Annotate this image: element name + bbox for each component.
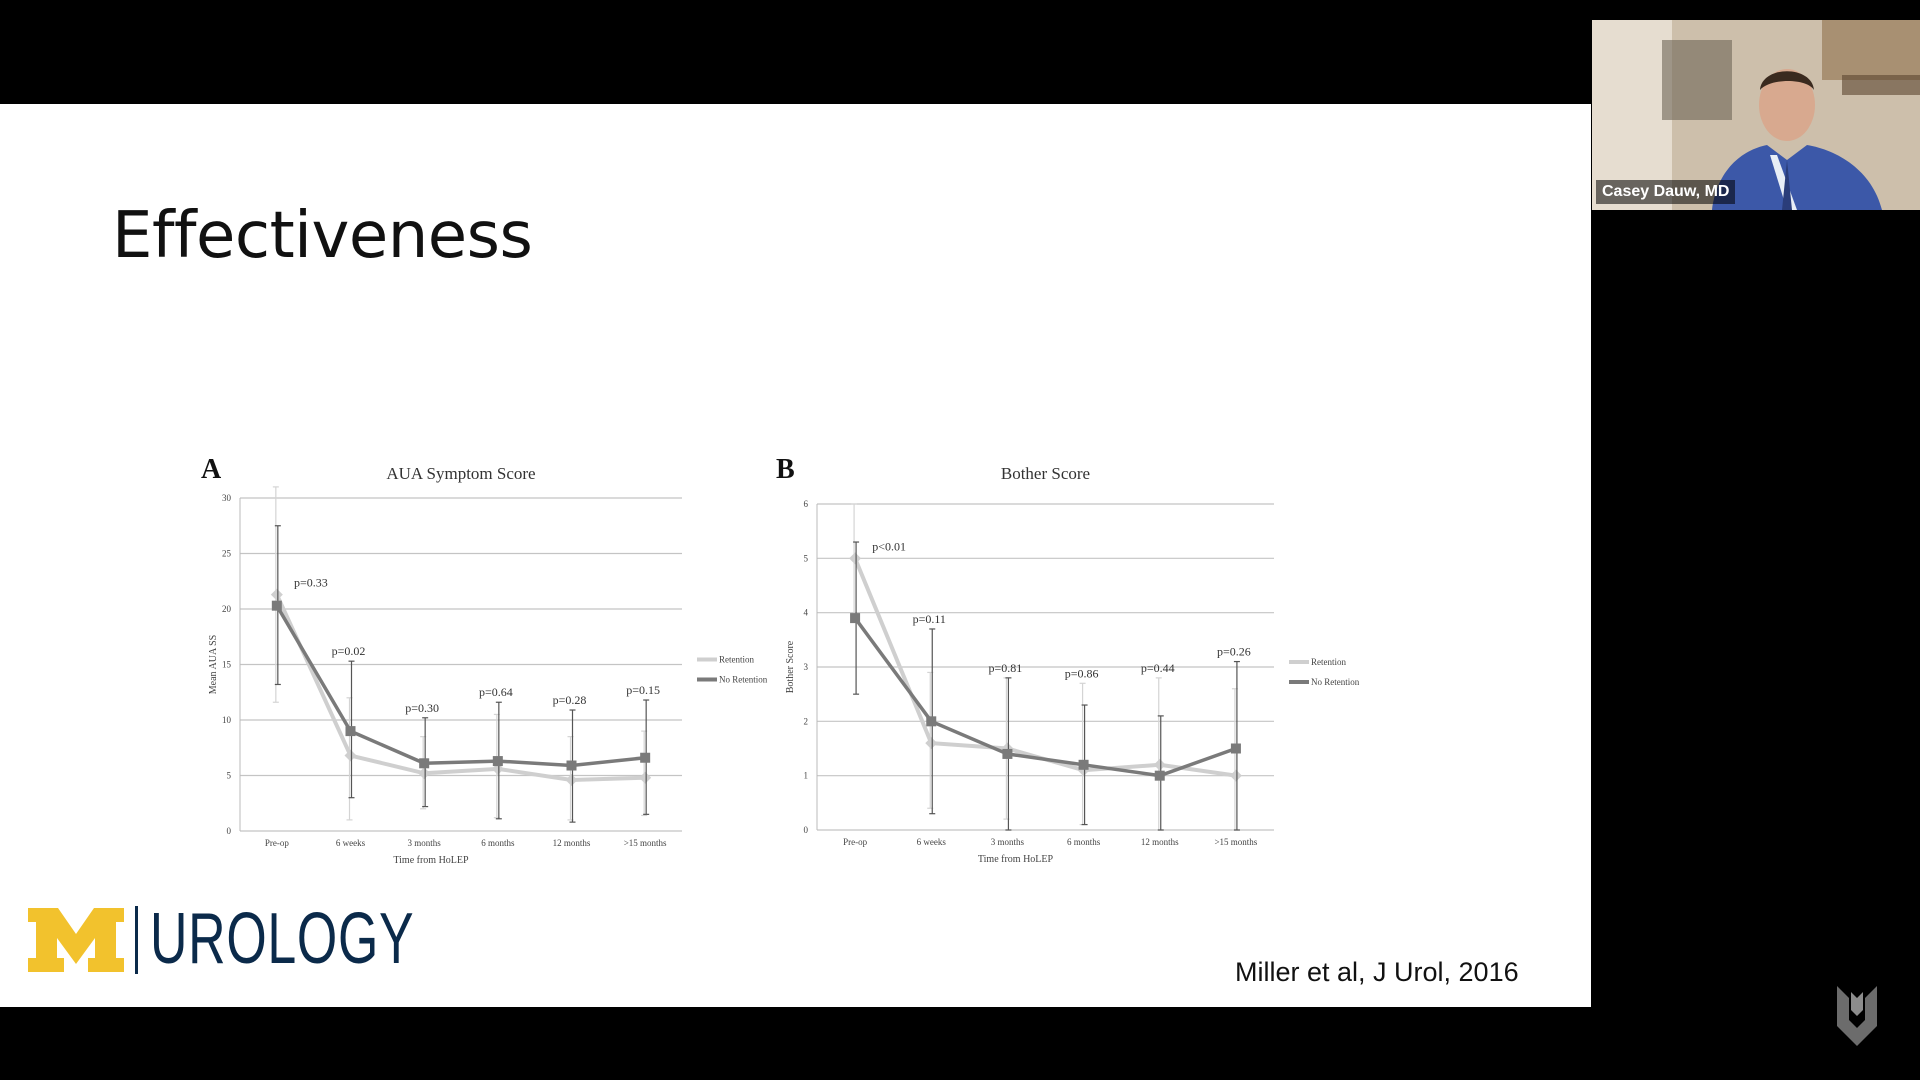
p-value-label: p=0.02 <box>331 644 366 659</box>
y-tick-label: 10 <box>222 715 231 725</box>
y-tick-label: 5 <box>803 553 808 564</box>
series-no-retention-point <box>272 601 282 611</box>
series-no-retention-point <box>1079 760 1089 770</box>
p-value-label: p=0.28 <box>552 693 587 708</box>
series-no-retention-line <box>855 618 1236 776</box>
series-retention-point <box>925 737 937 749</box>
x-tick-label: Pre-op <box>264 838 289 848</box>
p-value-label: p=0.26 <box>1217 644 1251 659</box>
p-value-label: p<0.01 <box>872 539 906 554</box>
p-value-label: p=0.64 <box>478 685 513 700</box>
y-tick-label: 6 <box>803 499 808 509</box>
x-tick-label: 3 months <box>407 838 441 848</box>
series-retention-point <box>1154 759 1166 771</box>
p-value-label: p=0.33 <box>293 575 328 590</box>
y-tick-label: 5 <box>226 770 231 781</box>
x-tick-label: 12 months <box>1140 837 1179 847</box>
p-value-label: p=0.30 <box>405 700 440 715</box>
p-value-label: p=0.81 <box>988 660 1023 675</box>
y-tick-label: 0 <box>803 825 808 835</box>
block-m-icon <box>28 908 124 972</box>
x-axis-label: Time from HoLEP <box>977 854 1054 865</box>
series-no-retention-point <box>926 716 936 726</box>
series-retention-point <box>418 767 430 779</box>
x-tick-label: 3 months <box>990 837 1025 847</box>
slide-title: Effectiveness <box>112 199 533 273</box>
series-no-retention-point <box>640 753 650 763</box>
legend-no-retention-label: No Retention <box>1311 677 1360 687</box>
participant-name-label: Casey Dauw, MD <box>1596 180 1735 204</box>
y-tick-label: 30 <box>222 493 231 503</box>
x-axis-label: Time from HoLEP <box>393 855 469 866</box>
chart-title: Bother Score <box>1000 464 1091 483</box>
brand-mark-icon <box>1835 980 1879 1046</box>
series-no-retention-point <box>567 761 577 771</box>
x-tick-label: 6 weeks <box>335 838 366 848</box>
y-axis-label: Mean AUA SS <box>208 634 219 695</box>
x-tick-label: >15 months <box>623 838 667 848</box>
series-retention-line <box>277 595 645 780</box>
logo-divider <box>135 906 138 974</box>
p-value-label: p=0.86 <box>1064 666 1099 681</box>
michigan-urology-logo <box>28 899 415 979</box>
chart-aua-symptom-score <box>185 344 768 884</box>
y-tick-label: 20 <box>222 604 231 614</box>
x-tick-label: >15 months <box>1214 837 1258 847</box>
chart-bother-score <box>760 344 1380 884</box>
series-no-retention-point <box>346 726 356 736</box>
y-tick-label: 1 <box>803 770 808 781</box>
legend-retention-label: Retention <box>1311 657 1346 667</box>
citation: Miller et al, J Urol, 2016 <box>1235 957 1519 987</box>
p-value-label: p=0.15 <box>626 683 661 698</box>
series-retention-point <box>271 589 283 601</box>
series-no-retention-point <box>1155 771 1165 781</box>
series-no-retention-point <box>419 758 429 768</box>
panel-label: A <box>201 454 222 485</box>
series-no-retention-point <box>1231 744 1241 754</box>
y-tick-label: 4 <box>803 607 808 618</box>
series-no-retention-point <box>493 756 503 766</box>
series-no-retention-point <box>850 613 860 623</box>
y-tick-label: 15 <box>222 659 231 670</box>
series-no-retention-point <box>1002 749 1012 759</box>
series-no-retention-line <box>277 606 645 766</box>
y-tick-label: 0 <box>226 826 231 836</box>
x-tick-label: 12 months <box>552 838 591 848</box>
presentation-slide <box>0 104 1591 1007</box>
chart-title: AUA Symptom Score <box>386 464 536 483</box>
p-value-label: p=0.11 <box>912 611 946 626</box>
series-retention-point <box>345 750 357 762</box>
y-axis-label: Bother Score <box>785 640 796 694</box>
x-tick-label: 6 months <box>1066 837 1101 847</box>
legend-retention-label: Retention <box>719 654 754 665</box>
y-tick-label: 25 <box>222 548 231 559</box>
series-retention-point <box>639 772 651 784</box>
p-value-label: p=0.44 <box>1140 660 1175 675</box>
participant-video-tile[interactable] <box>1592 20 1920 210</box>
series-retention-point <box>1230 770 1242 782</box>
x-tick-label: Pre-op <box>843 837 868 847</box>
panel-label: B <box>776 454 795 485</box>
y-tick-label: 2 <box>803 716 808 727</box>
x-tick-label: 6 weeks <box>916 837 946 847</box>
series-retention-point <box>849 552 861 564</box>
x-tick-label: 6 months <box>481 838 515 848</box>
y-tick-label: 3 <box>803 662 808 672</box>
legend-no-retention-label: No Retention <box>719 674 768 685</box>
logo-wordmark: UROLOGY <box>150 899 415 979</box>
